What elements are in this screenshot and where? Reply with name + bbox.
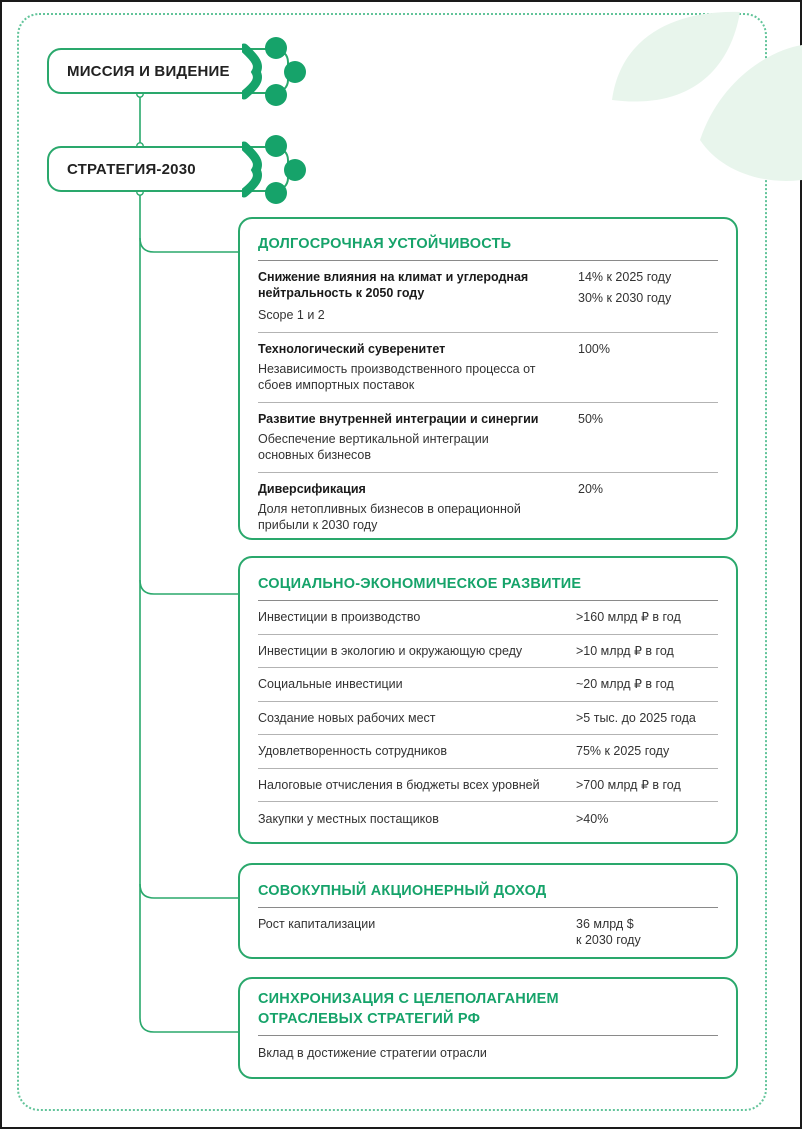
table-row [258,601,718,635]
row-description: Доля нетопливных бизнесов в операционной прибыли к 2030 году [258,502,521,532]
row-label: Налоговые отчисления в бюджеты всех уровней [258,777,540,792]
row-label: Инвестиции в производство [258,610,421,625]
table-row [258,473,718,542]
row-value: >700 млрд ₽ в год [576,777,681,792]
row-label: Создание новых рабочих мест [258,710,436,725]
row-value: 36 млрд $ [576,917,634,931]
table-row [258,908,718,948]
row-value: 14% к 2025 году [578,270,672,284]
table-row [258,802,718,836]
table-row [258,1036,718,1061]
table-row [258,333,718,403]
row-value-secondary: 30% к 2030 году [578,291,672,305]
card-title: ДОЛГОСРОЧНАЯ УСТОЙЧИВОСТЬ [258,236,512,252]
row-value: 20% [578,482,604,496]
row-value: 50% [578,412,604,426]
row-value-secondary: к 2030 году [576,933,641,947]
card-long-term-sustainability [238,217,738,540]
table-row [258,261,718,333]
table-row [258,403,718,473]
row-label: Вклад в достижение стратегии отрасли [258,1046,487,1060]
strategy-node-label: СТРАТЕГИЯ-2030 [67,160,196,178]
mission-dots-icon [242,35,308,107]
table-row [258,769,718,803]
row-description: Независимость производственного процесса от сбоев импортных поставок [258,362,536,392]
card-title: СОВОКУПНЫЙ АКЦИОНЕРНЫЙ ДОХОД [258,883,547,899]
row-label: Рост капитализации [258,917,376,931]
row-value: >5 тыс. до 2025 года [576,710,696,725]
row-description: Scope 1 и 2 [258,308,325,322]
row-value: 75% к 2025 году [576,744,670,759]
row-heading: Диверсификация [258,482,366,496]
table-row [258,702,718,736]
row-heading: Развитие внутренней интеграции и синергии [258,412,539,426]
table-row [258,735,718,769]
row-label: Инвестиции в экологию и окружающую среду [258,643,523,658]
row-value: 100% [578,342,610,356]
row-label: Закупки у местных постащиков [258,811,439,826]
row-label: Удовлетворенность сотрудников [258,744,448,759]
card-title-line-2: ОТРАСЛЕВЫХ СТРАТЕГИЙ РФ [258,1011,481,1027]
row-heading: Снижение влияния на климат и углеродная нейтральность к 2050 году [258,270,529,300]
card-industry-strategy-sync [238,977,738,1079]
table-row [258,668,718,702]
card-title-line-1: СИНХРОНИЗАЦИЯ С ЦЕЛЕПОЛАГАНИЕМ [258,991,559,1007]
card-total-shareholder-return [238,863,738,959]
row-value: >160 млрд ₽ в год [576,610,681,625]
table-row [258,635,718,669]
row-value: ~20 млрд ₽ в год [576,677,674,692]
card-socio-economic-development [238,556,738,844]
row-heading: Технологический суверенитет [258,342,446,356]
card-title: СОЦИАЛЬНО-ЭКОНОМИЧЕСКОЕ РАЗВИТИЕ [258,576,582,592]
row-label: Социальные инвестиции [258,677,403,692]
mission-node-label: МИССИЯ И ВИДЕНИЕ [67,62,230,80]
row-value: >40% [576,811,609,826]
strategy-dots-icon [242,133,308,205]
row-description: Обеспечение вертикальной интеграции основных бизнесов [258,432,489,462]
row-value: >10 млрд ₽ в год [576,643,674,658]
